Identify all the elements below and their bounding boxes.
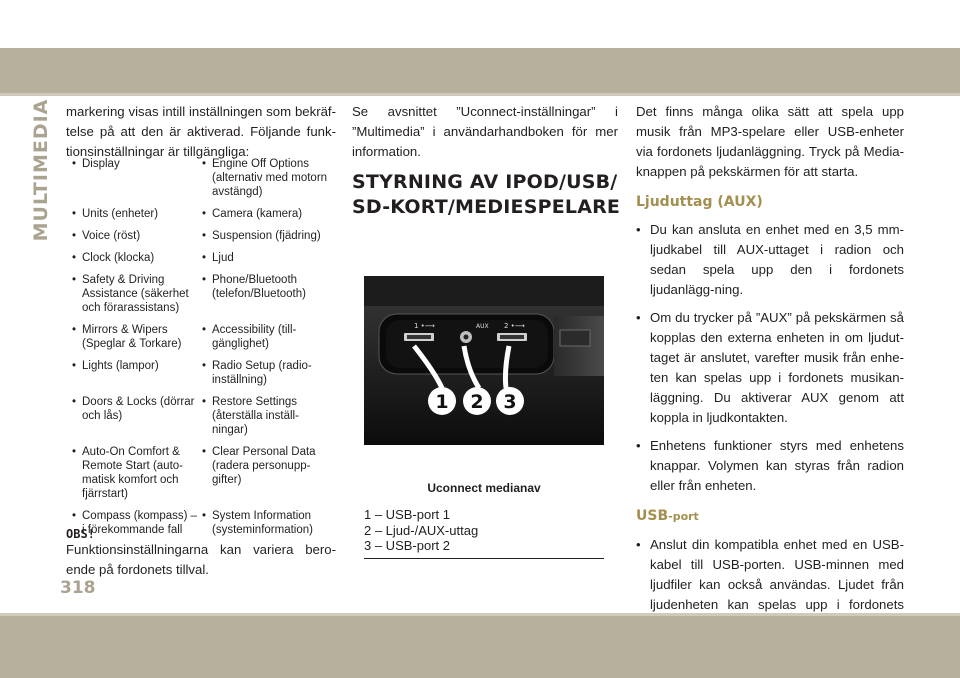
settings-item: • Voice (röst) — [72, 230, 141, 242]
legend-item: 1 – USB-port 1 — [364, 507, 450, 522]
aux-bullet-list — [636, 220, 904, 496]
settings-row — [72, 509, 342, 537]
settings-item: • Camera (kamera) — [202, 208, 303, 220]
svg-text:1 •⟶: 1 •⟶ — [414, 322, 435, 330]
settings-item: • Suspension (fjädring) — [202, 230, 321, 242]
settings-row — [72, 229, 342, 243]
section-heading — [352, 170, 622, 220]
settings-item: • Auto-On Comfort & Remote Start (auto-matisk komfort och fjärrstart) — [72, 446, 183, 500]
settings-item: • Lights (lampor) — [72, 360, 159, 372]
header-band — [0, 48, 960, 93]
photo-callout-1: 1 — [435, 391, 449, 413]
figure-caption: Uconnect medianav — [427, 481, 541, 495]
column-3 — [636, 102, 904, 663]
legend-item: 3 – USB-port 2 — [364, 538, 450, 553]
footer-band — [0, 616, 960, 678]
settings-row — [72, 273, 342, 315]
column-1 — [66, 102, 336, 162]
settings-item: • Ljud — [202, 252, 234, 264]
settings-item: • System Information (systeminformation) — [202, 510, 313, 536]
settings-item: • Engine Off Options (alternativ med motorn avstängd) — [202, 158, 328, 198]
page-number: 318 — [60, 578, 96, 598]
settings-row — [72, 251, 342, 265]
settings-item: • Clock (klocka) — [72, 252, 155, 264]
photo-callout-2: 2 — [470, 391, 484, 413]
list-item: • Anslut din kompatibla enhet med en USB-kabel till USB-porten. USB-minnen med ljudfiler kan också användas. Ljudet från ljudenheten kan spelas upp i fordonets — [636, 537, 904, 612]
column-2 — [352, 102, 618, 162]
media-hub-illustration — [364, 276, 604, 445]
aux-heading: Ljuduttag (AUX) — [636, 194, 763, 210]
media-hub-photo — [364, 276, 604, 445]
settings-item: • Mirrors & Wipers (Speglar & Torkare) — [72, 324, 182, 350]
settings-row — [72, 207, 342, 221]
settings-item: • Compass (kompass) – i förekommande fall — [72, 510, 198, 536]
note-text: Funktionsinställningarna kan variera bero-ende på fordonets tillval. — [66, 542, 336, 577]
col2-intro: Se avsnittet ”Uconnect-inställningar” i ”Multimedia” i användarhandboken för mer information. — [352, 104, 618, 159]
top-margin — [0, 0, 960, 48]
list-item: • Du kan ansluta en enhet med en 3,5 mm-ljudkabel till AUX-uttaget i radion och sedan spela upp den i fordonets ljudanlägg-ning. — [636, 222, 904, 297]
legend-item: 2 – Ljud-/AUX-uttag — [364, 522, 479, 538]
settings-item: • Restore Settings (återställa inställ-ningar) — [202, 396, 299, 436]
section-heading-line1: STYRNING AV IPOD/USB/ — [352, 171, 618, 193]
settings-row — [72, 395, 342, 437]
section-tab-label: MULTIMEDIA — [30, 98, 52, 241]
settings-row — [72, 445, 342, 501]
list-item: • Om du trycker på ”AUX” på pekskärmen så kopplas den externa enheten in om ljudut-taget är anslutet, varefter musik från enhe-ten kan spelas upp i fordonets musikan-läggning. Du aktiverar AUX genom att koppla in ljudkontakten. — [636, 310, 904, 425]
figure-legend — [364, 507, 604, 559]
settings-item: • Display — [72, 158, 120, 170]
settings-item: • Safety & Driving Assistance (säkerhet och förarassistans) — [72, 274, 189, 314]
section-tab — [30, 98, 52, 241]
photo-aux-label: AUX — [476, 323, 489, 330]
svg-text:2 •⟶: 2 •⟶ — [504, 322, 525, 330]
settings-item: • Clear Personal Data (radera personupp-gifter) — [202, 446, 316, 486]
settings-row — [72, 157, 342, 199]
settings-item: • Phone/Bluetooth (telefon/Bluetooth) — [202, 274, 306, 300]
usb-heading: USB-port — [636, 508, 699, 524]
note-label: OBS! — [66, 527, 95, 541]
list-item: • Enhetens funktioner styrs med enhetens knappar. Volymen kan styras från radion eller från enheten. — [636, 438, 904, 493]
settings-list — [72, 157, 342, 545]
settings-item: • Radio Setup (radio-inställning) — [202, 360, 312, 386]
photo-callout-3: 3 — [503, 391, 517, 413]
header-band-line — [0, 93, 960, 96]
section-heading-line2: SD-KORT/MEDIESPELARE — [352, 196, 621, 218]
col3-intro: Det finns många olika sätt att spela upp musik från MP3-spelare eller USB-enheter via fordonets ljudanläggning. Tryck på Media-knappen på pekskärmen för att starta. — [636, 104, 904, 179]
col1-intro: markering visas intill inställningen som bekräf-telse på att den är aktiverad. Följande funk-tionsinställningar är tillgängliga: — [66, 104, 336, 159]
settings-item: • Doors & Locks (dörrar och lås) — [72, 396, 195, 422]
settings-item: • Units (enheter) — [72, 208, 159, 220]
settings-row — [72, 359, 342, 387]
settings-item: • Accessibility (till-gänglighet) — [202, 324, 297, 350]
settings-row — [72, 323, 342, 351]
